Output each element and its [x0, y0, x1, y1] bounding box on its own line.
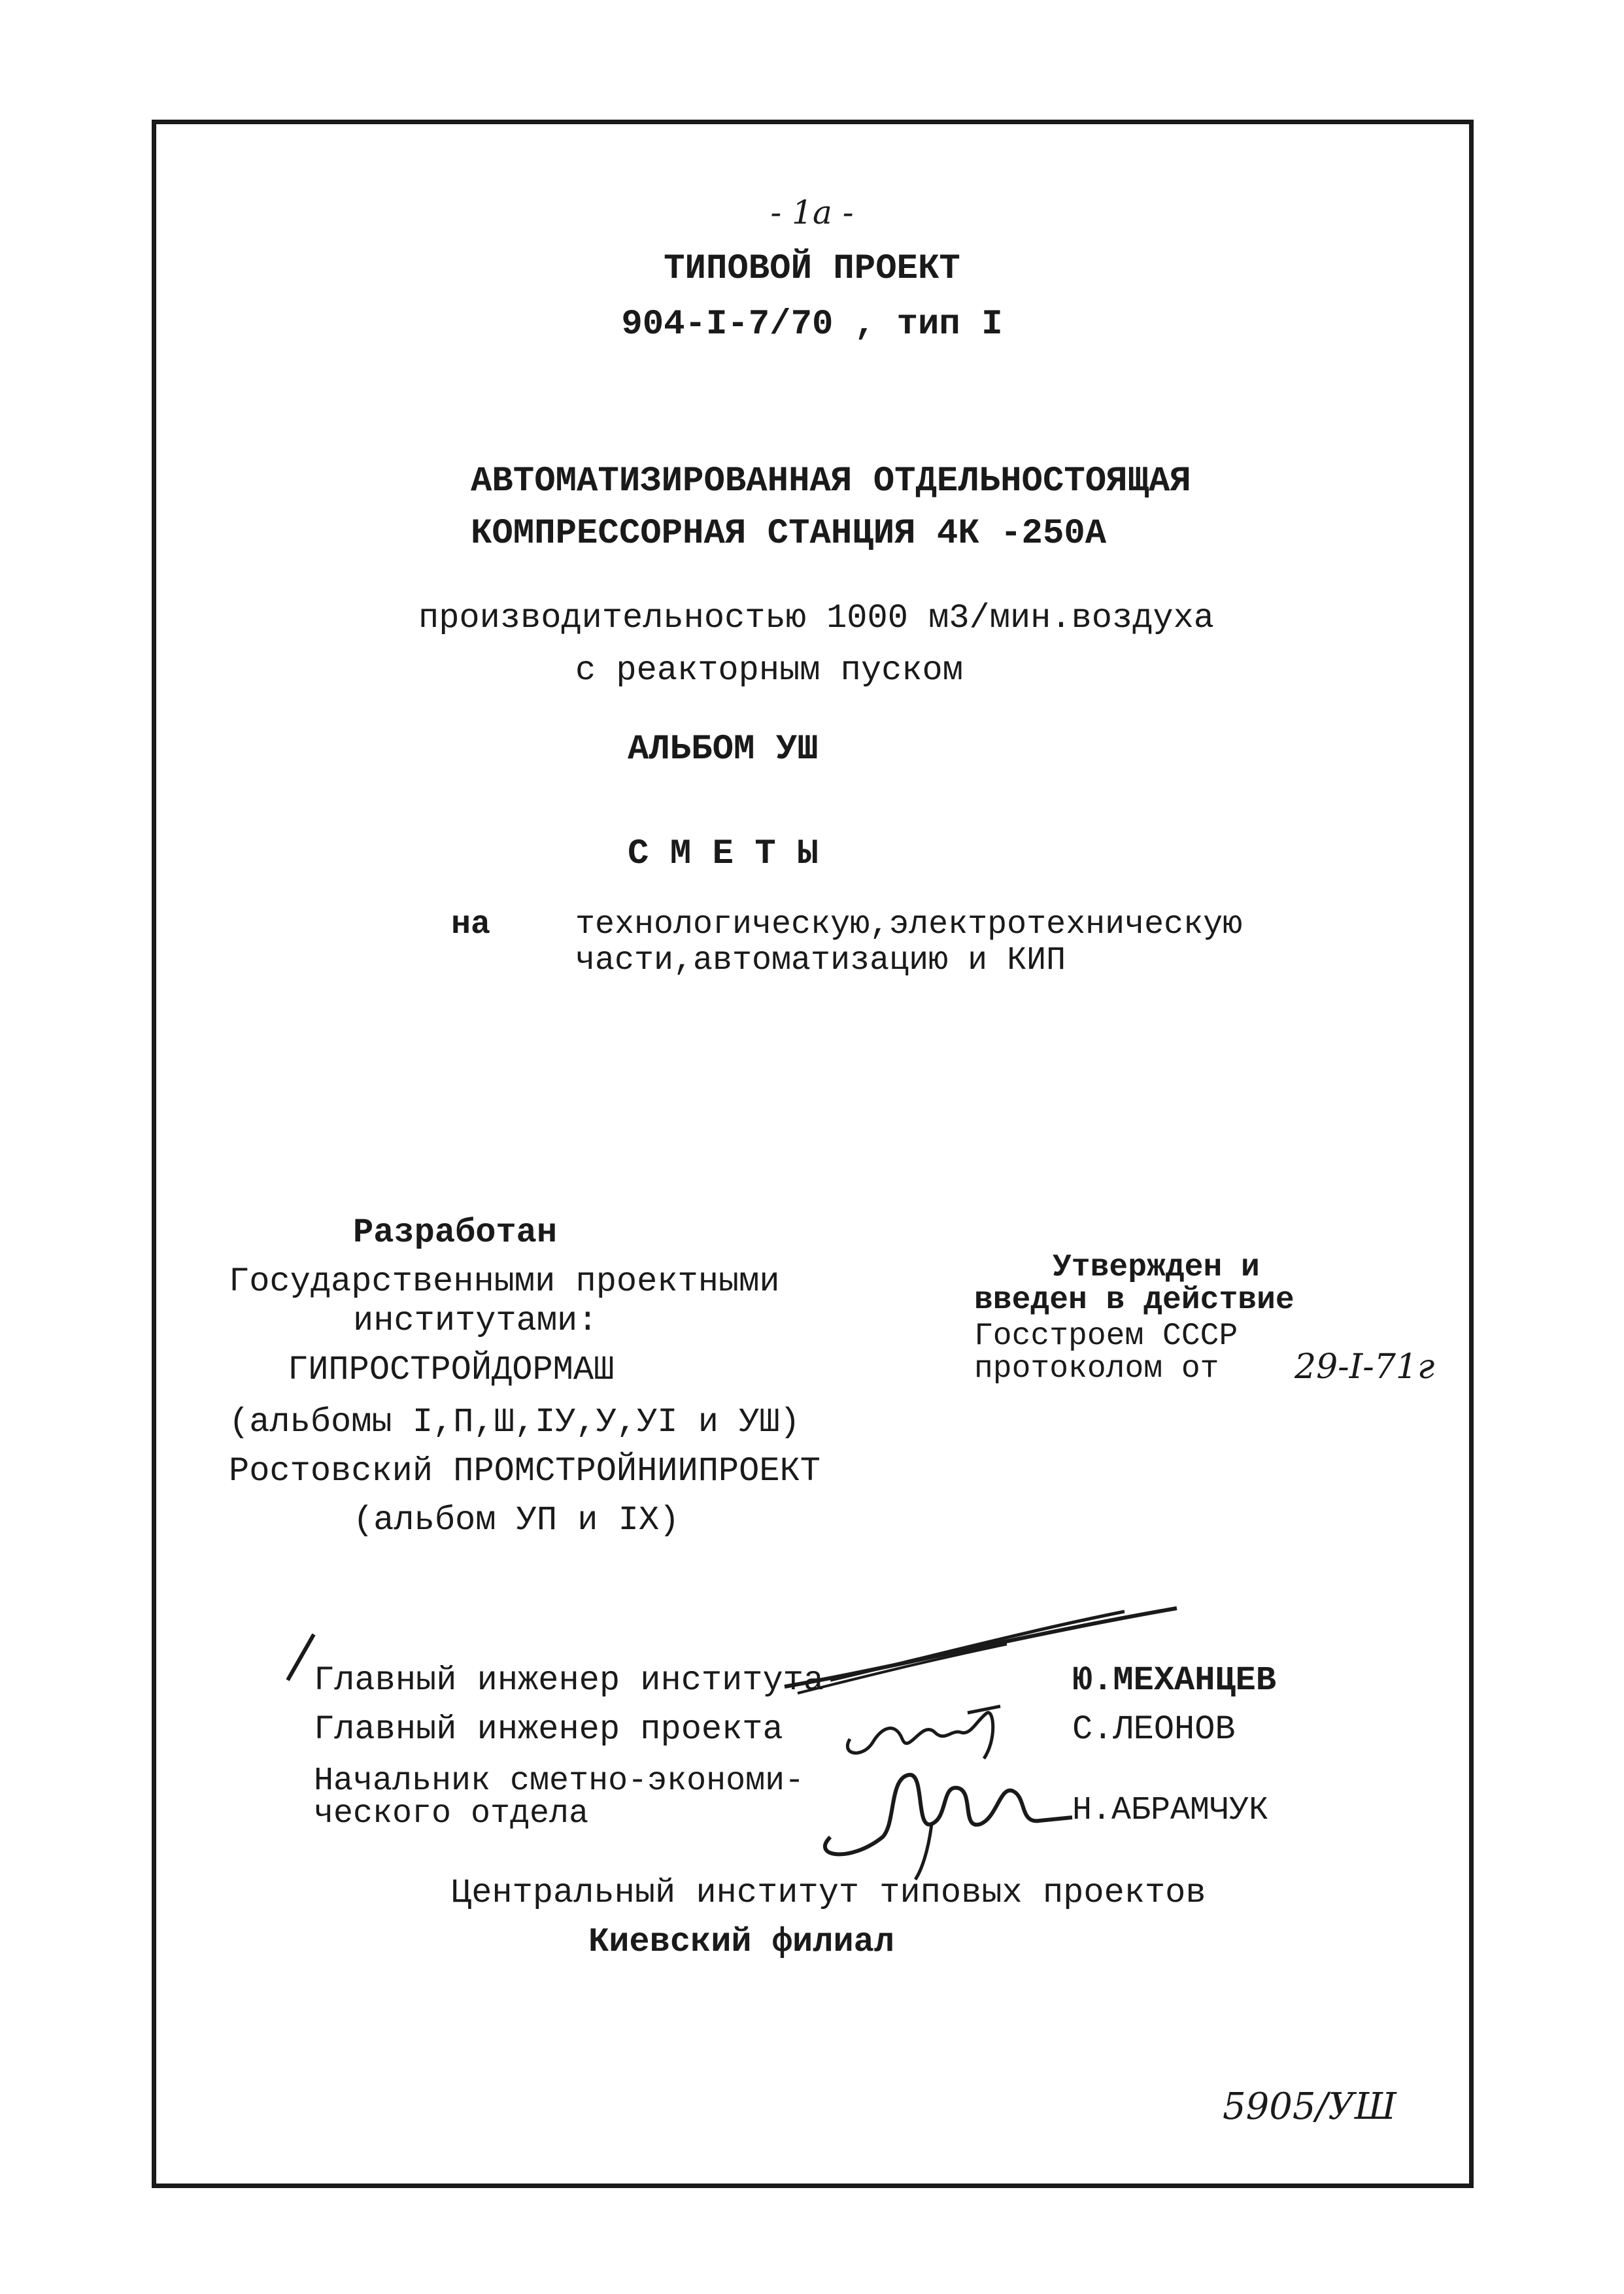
signature-1-mark: [275, 1595, 1190, 1700]
section-line1: технологическую,электротехническую: [575, 906, 1243, 943]
approved-line1: Утвержден и: [1053, 1250, 1260, 1285]
document-type-title: ТИПОВОЙ ПРОЕКТ: [664, 249, 960, 289]
approved-line4: протоколом от: [974, 1351, 1219, 1387]
signatory-1-role: Главный инженер института: [314, 1661, 824, 1700]
signatory-3-role-line2: ческого отдела: [314, 1795, 589, 1832]
signatory-2-name: С.ЛЕОНОВ: [1072, 1710, 1236, 1749]
signatory-1-name: Ю.МЕХАНЦЕВ: [1072, 1661, 1277, 1700]
approved-line3: Госстроем СССР: [974, 1319, 1238, 1354]
approved-line2: введен в действие: [974, 1283, 1294, 1318]
estimates-title: С М Е Т Ы: [628, 834, 819, 874]
institute-2: Ростовский ПРОМСТРОЙНИИПРОЕКТ: [229, 1452, 820, 1491]
section-prefix: на: [451, 906, 491, 943]
institute-1: ГИПРОСТРОЙДОРМАШ: [288, 1351, 615, 1389]
capacity-line1: производительностью 1000 м3/мин.воздуха: [418, 599, 1214, 637]
developed-heading: Разработан: [353, 1213, 558, 1252]
signature-3-mark: [811, 1759, 1085, 1883]
approval-date: 29-I-71г: [1294, 1347, 1435, 1387]
institute-1-albums: (альбомы I,П,Ш,IУ,У,УI и УШ): [229, 1403, 800, 1442]
signatory-2-role: Главный инженер проекта: [314, 1710, 783, 1749]
capacity-line2: с реакторным пуском: [575, 651, 963, 690]
footer-line2: Киевский филиал: [588, 1923, 895, 1961]
album-title: АЛЬБОМ УШ: [628, 730, 819, 769]
project-name-line1: АВТОМАТИЗИРОВАННАЯ ОТДЕЛЬНОСТОЯЩАЯ: [471, 462, 1191, 501]
developed-line1: Государственными проектными: [229, 1262, 780, 1301]
institute-2-albums: (альбом УП и IX): [353, 1501, 680, 1540]
signatory-3-role-line1: Начальник сметно-экономи-: [314, 1763, 805, 1800]
archive-number: 5905/УШ: [1223, 2085, 1396, 2128]
project-name-line2: КОМПРЕССОРНАЯ СТАНЦИЯ 4К -250А: [471, 514, 1107, 554]
page-number: - 1a -: [770, 194, 854, 231]
signatory-3-name: Н.АБРАМЧУК: [1072, 1792, 1269, 1829]
project-code: 904-I-7/70 , тип I: [621, 305, 1003, 345]
footer-line1: Центральный институт типовых проектов: [451, 1874, 1206, 1912]
section-line2: части,автоматизацию и КИП: [575, 942, 1066, 979]
developed-line2: институтами:: [353, 1302, 598, 1340]
